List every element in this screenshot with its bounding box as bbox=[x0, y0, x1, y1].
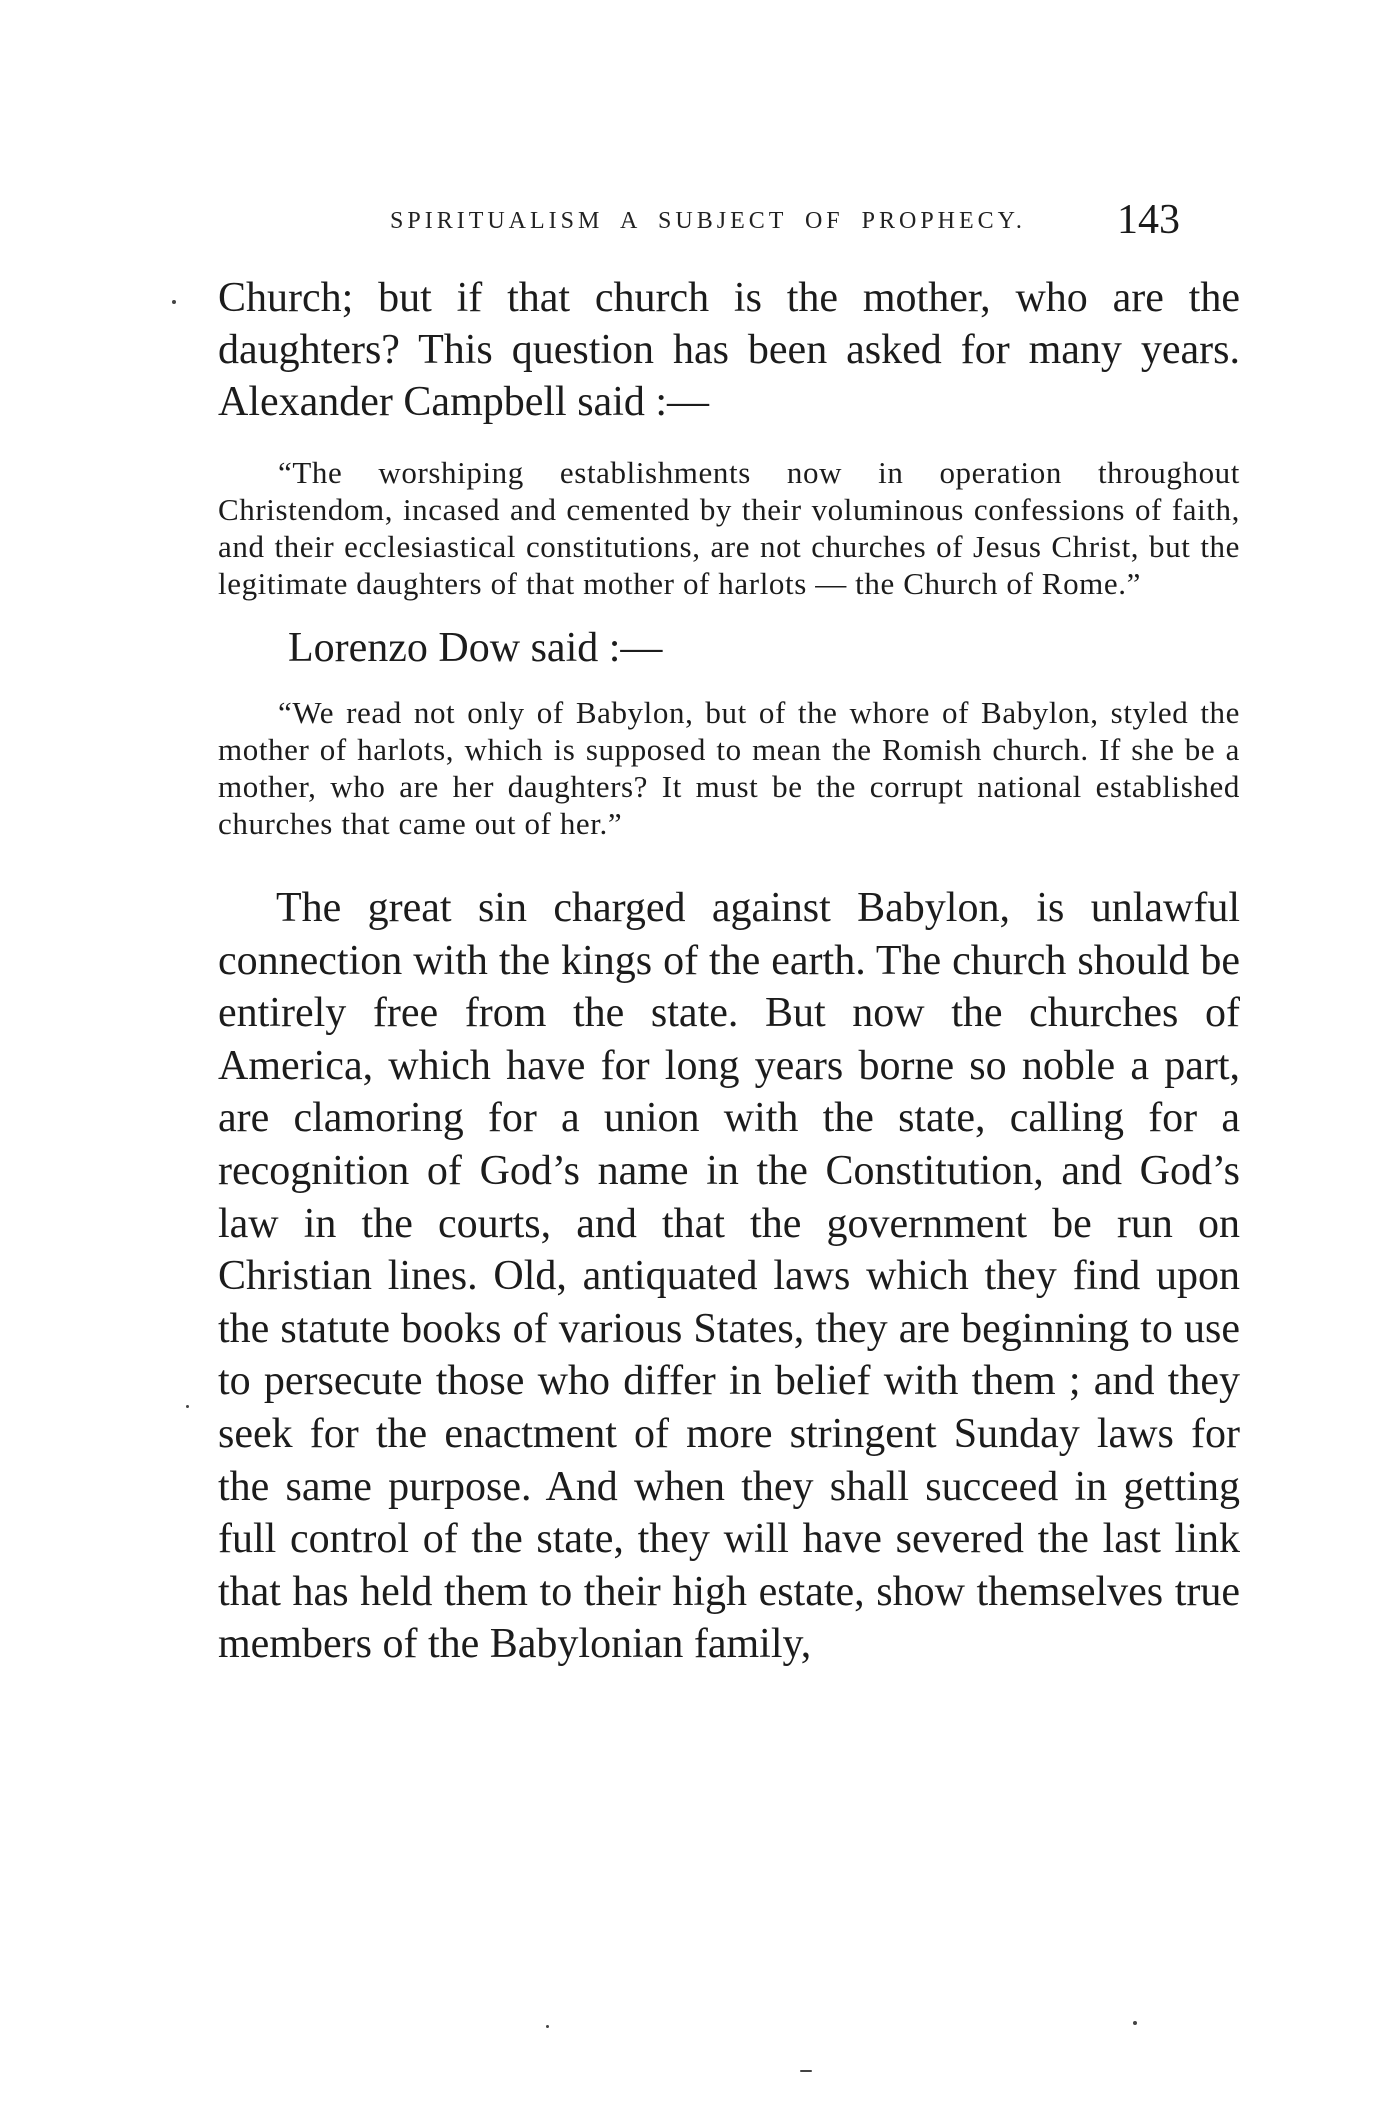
dow-intro-paragraph: Lorenzo Dow said :— bbox=[288, 625, 663, 671]
running-title: SPIRITUALISM A SUBJECT OF PROPHECY. bbox=[390, 208, 1026, 234]
main-paragraph: The great sin charged against Babylon, is unlawful connection with the kings of the earth. The church should be entirely free from the state. But now the churches of America, which have for long years borne so noble a part, are clamoring for a union with the state, calling for a recognition of God’s name in the Constitution, and God’s law in the courts, and that the government be run on Christian lines. Old, antiquated laws which they find upon the statute books of various States, they are beginning to use to persecute those who differ in belief with them ; and they seek for the enactment of more stringent Sunday laws for the same purpose. And when they shall succeed in getting full control of the state, they will have severed the last link that has held them to their high estate, show themselves true members of the Babylonian family, bbox=[218, 885, 1240, 1668]
running-head bbox=[330, 198, 1210, 258]
intro-paragraph: Church; but if that church is the mother, who are the daughters? This question has been asked for many years. Alexander Campbell said :— bbox=[218, 275, 1240, 425]
body-text bbox=[218, 272, 1240, 1671]
scan-speck bbox=[800, 2070, 812, 2072]
page-number: 143 bbox=[1117, 197, 1180, 243]
scan-speck bbox=[1133, 2021, 1137, 2025]
campbell-quote: “The worshiping establishments now in operation throughout Christendom, incased and cemented by their voluminous confessions of faith, and their ecclesiastical constitutions, are not churches of Jesus Christ, but the legitimate daughters of that mother of harlots — the Church of Rome.” bbox=[218, 455, 1240, 601]
scan-speck bbox=[172, 300, 176, 304]
scan-speck bbox=[546, 2025, 549, 2028]
dow-quote: “We read not only of Babylon, but of the whore of Babylon, styled the mother of harlots, which is supposed to mean the Romish church. If she be a mother, who are her daughters? It must be the corrupt national established churches that came out of her.” bbox=[218, 695, 1240, 841]
scan-speck bbox=[186, 1405, 189, 1408]
